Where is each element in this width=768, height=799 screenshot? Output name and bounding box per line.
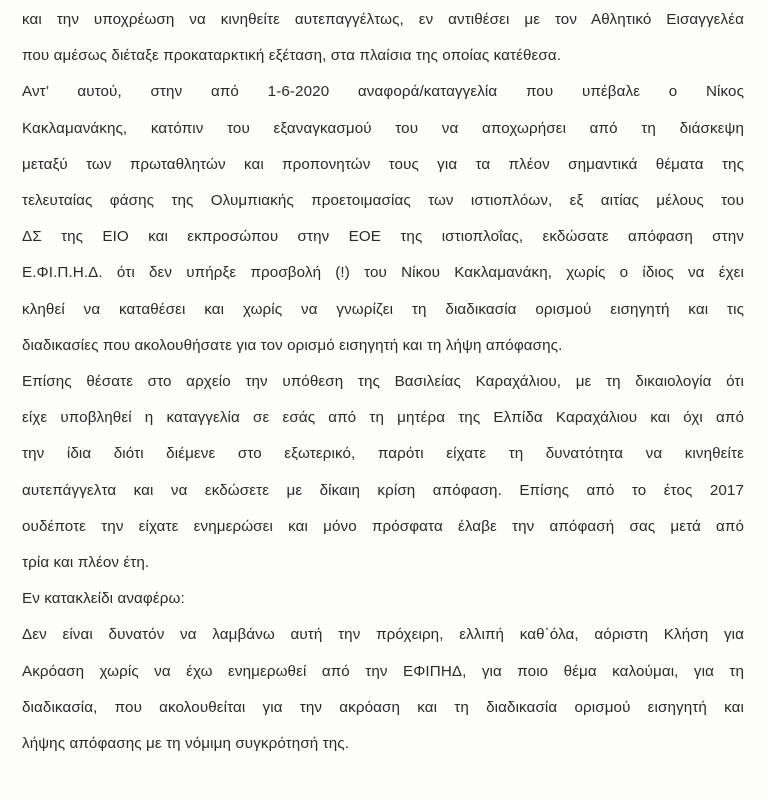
text-line: τελευταίας φάσης της Ολυμπιακής προετοιμασίας των ιστιοπλόων, εξ αιτίας μέλους του — [22, 192, 744, 209]
text-line: την ίδια διότι διέμενε στο εξωτερικό, παρότι είχατε τη δυνατότητα να κινηθείτε — [22, 445, 744, 462]
text-line: μεταξύ των πρωταθλητών και προπονητών τους για τα πλέον σημαντικά θέματα της — [22, 156, 744, 173]
text-line: διαδικασίες που ακολουθήσατε για τον ορισμό εισηγητή και τη λήψη απόφασης. — [22, 337, 563, 354]
text-line: Κακλαμανάκης, κατόπιν του εξαναγκασμού του να αποχωρήσει από τη διάσκεψη — [22, 120, 744, 137]
text-line: ουδέποτε την είχατε ενημερώσει και μόνο πρόσφατα έλαβε την απόφασή σας μετά από — [22, 518, 744, 535]
text-line: Επίσης θέσατε στο αρχείο την υπόθεση της Βασιλείας Καραχάλιου, με τη δικαιολογία ότι — [22, 373, 744, 390]
text-line: Αντ’ αυτού, στην από 1-6-2020 αναφορά/καταγγελία που υπέβαλε ο Νίκος — [22, 83, 744, 100]
text-line: κληθεί να καταθέσει και χωρίς να γνωρίζει τη διαδικασία ορισμού εισηγητή και τις — [22, 301, 744, 318]
text-line: Δεν είναι δυνατόν να λαμβάνω αυτή την πρόχειρη, ελλιπή καθ΄όλα, αόριστη Κλήση για — [22, 626, 744, 643]
text-line: τρία και πλέον έτη. — [22, 554, 150, 571]
text-line: και την υποχρέωση να κινηθείτε αυτεπαγγέλτως, εν αντιθέσει με τον Αθλητικό Εισαγγελέα — [22, 11, 744, 28]
text-line: Εν κατακλείδι αναφέρω: — [22, 590, 185, 607]
text-line: είχε υποβληθεί η καταγγελία σε εσάς από τη μητέρα της Ελπίδα Καραχάλιου και όχι από — [22, 409, 744, 426]
text-line: λήψης απόφασης με τη νόμιμη συγκρότησή της. — [22, 735, 350, 752]
text-line: αυτεπάγγελτα και να εκδώσετε με δίκαιη κρίση απόφαση. Επίσης από το έτος 2017 — [22, 482, 744, 499]
text-line: Ακρόαση χωρίς να έχω ενημερωθεί από την ΕΦΙΠΗΔ, για ποιο θέμα καλούμαι, για τη — [22, 663, 744, 680]
text-line: ΔΣ της ΕΙΟ και εκπροσώπου στην ΕΟΕ της ιστιοπλοΐας, εκδώσατε απόφαση στην — [22, 228, 744, 245]
text-line: διαδικασία, που ακολουθείται για την ακρόαση και τη διαδικασία ορισμού εισηγητή και — [22, 699, 744, 716]
text-line: που αμέσως διέταξε προκαταρκτική εξέταση, στα πλαίσια της οποίας κατέθεσα. — [22, 47, 562, 64]
text-line: Ε.ΦΙ.Π.Η.Δ. ότι δεν υπήρξε προσβολή (!) του Νίκου Κακλαμανάκη, χωρίς ο ίδιος να έχει — [22, 264, 744, 281]
